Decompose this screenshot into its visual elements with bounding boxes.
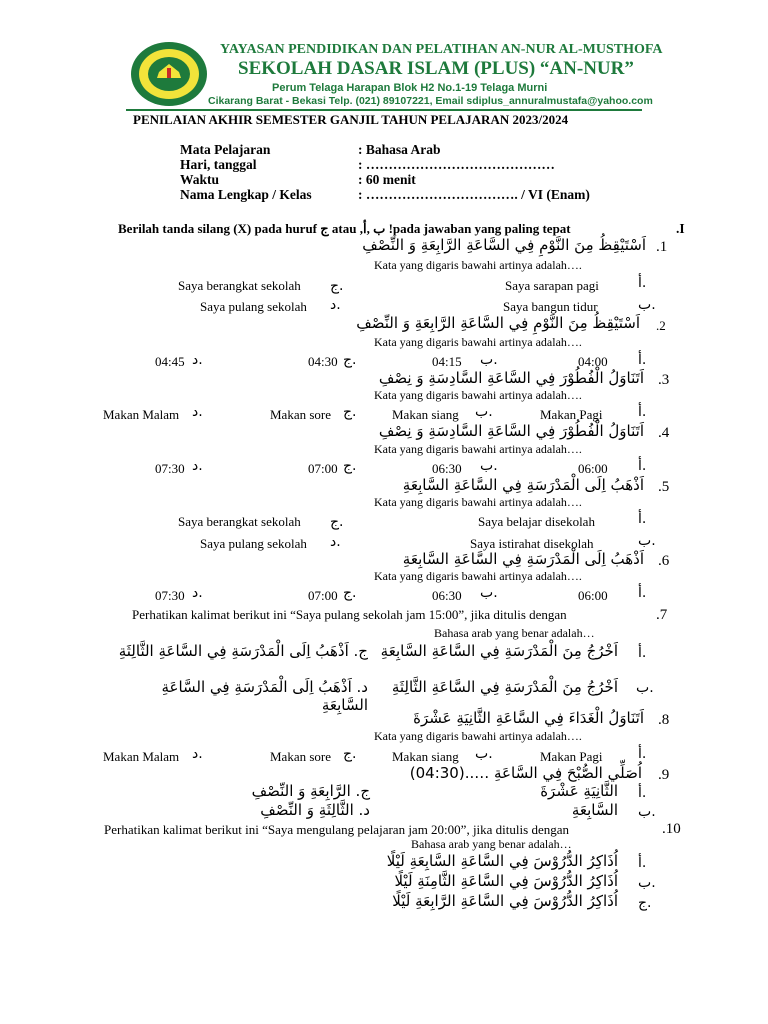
q4-text: اَتَنَاوَلُ الْفُطُوْرَ فِي السَّاعَةِ السَّادِسَةِ وَ نِصْفِ (378, 422, 644, 440)
q7-option-d[interactable]: د. اَذْهَبُ اِلَى الْمَدْرَسَةِ فِي السَّاعَةِ السَّابِعَةِ (161, 678, 368, 714)
q7-option-c[interactable]: ج. اَذْهَبُ اِلَى الْمَدْرَسَةِ فِي السَّاعَةِ الثَّالِثَةِ (118, 642, 368, 660)
address-line-1: Perum Telaga Harapan Blok H2 No.1-19 Telaga Murni (272, 82, 548, 94)
q3-d-label: د. (192, 404, 203, 420)
q3-option-c[interactable]: Makan sore (270, 407, 332, 422)
q2-c-label: ج. (343, 352, 357, 368)
q1-option-c[interactable]: Saya berangkat sekolah (178, 278, 301, 293)
q10-number: .10 (662, 821, 681, 837)
date-label: Hari, tanggal (180, 157, 257, 172)
q10-c-label: ج. (638, 895, 652, 911)
instruction-number: .I (676, 221, 685, 236)
q2-option-d[interactable]: 04:45 (155, 354, 185, 369)
address-line-2: Cikarang Barat - Bekasi Telp. (021) 89107221, Email sdiplus_annuralmustafa@yahoo.com (208, 95, 653, 107)
q9-option-b[interactable]: السَّابِعَةِ (571, 801, 618, 819)
q6-subtext: Kata yang digaris bawahi artinya adalah…. (374, 569, 582, 583)
foundation-name: YAYASAN PENDIDIKAN DAN PELATIHAN AN-NUR AL-MUSTHOFA (220, 42, 663, 57)
q2-d-label: د. (192, 352, 203, 368)
q4-option-d[interactable]: 07:30 (155, 461, 185, 476)
q1-subtext: Kata yang digaris bawahi artinya adalah…. (374, 258, 582, 272)
q1-text: اَسْتَيْقِظُ مِنَ النَّوْمِ فِي السَّاعَةِ الرَّابِعَةِ وَ النِّصْفِ (362, 236, 646, 254)
q3-option-a[interactable]: Makan Pagi (540, 407, 603, 422)
q8-option-c[interactable]: Makan sore (270, 749, 332, 764)
q10-a-label: أ. (638, 855, 647, 871)
q7-text: Perhatikan kalimat berikut ini “Saya pulang sekolah jam 15:00”, jika ditulis dengan (132, 607, 567, 622)
q1-d-label: د. (330, 297, 341, 313)
q3-subtext: Kata yang digaris bawahi artinya adalah…. (374, 388, 582, 402)
q1-option-d[interactable]: Saya pulang sekolah (200, 299, 307, 314)
q8-d-label: د. (192, 746, 203, 762)
q7-option-b[interactable]: اَخْرُجُ مِنَ الْمَدْرَسَةِ فِي السَّاعَةِ الثَّالِثَةِ (391, 678, 618, 696)
name-label: Nama Lengkap / Kelas (180, 187, 312, 202)
q5-number: .5 (658, 479, 670, 495)
time-label: Waktu (180, 172, 220, 187)
q10-option-a[interactable]: اُذَاكِرُ الدُّرُوْسَ فِي السَّاعَةِ السَّابِعَةِ لَيْلًا (386, 852, 618, 870)
q6-option-b[interactable]: 06:30 (432, 588, 462, 603)
q2-option-c[interactable]: 04:30 (308, 354, 338, 369)
header-rule (126, 109, 642, 111)
q8-option-d[interactable]: Makan Malam (103, 749, 180, 764)
subject-value: : Bahasa Arab (358, 142, 441, 157)
subject-label: Mata Pelajaran (180, 142, 271, 157)
q2-b-label: ب. (480, 352, 498, 368)
q6-d-label: د. (192, 585, 203, 601)
q9-a-label: أ. (638, 785, 647, 801)
q7-b-label: ب. (636, 680, 654, 696)
q6-number: .6 (658, 553, 670, 569)
q1-option-a[interactable]: Saya sarapan pagi (505, 278, 599, 293)
q2-number: .2 (656, 318, 666, 333)
q5-text: اَذْهَبُ اِلَى الْمَدْرَسَةِ فِي السَّاعَةِ السَّابِعَةِ (402, 476, 644, 494)
q3-text: اَتَنَاوَلُ الْفُطُوْرَ فِي السَّاعَةِ السَّادِسَةِ وَ نِصْفِ (378, 369, 644, 387)
q6-c-label: ج. (343, 585, 357, 601)
q2-subtext: Kata yang digaris bawahi artinya adalah…. (374, 335, 582, 349)
q5-option-b[interactable]: Saya istirahat disekolah (470, 536, 594, 551)
q10-option-b[interactable]: اُذَاكِرُ الدُّرُوْسَ فِي السَّاعَةِ الثَّامِنَةِ لَيْلًا (394, 872, 618, 890)
q6-option-c[interactable]: 07:00 (308, 588, 338, 603)
q5-option-c[interactable]: Saya berangkat sekolah (178, 514, 301, 529)
q8-c-label: ج. (343, 746, 357, 762)
q9-option-c[interactable]: ج. الرَّابِعَةِ وَ النِّصْفِ (251, 782, 370, 800)
q9-option-d[interactable]: د. الثَّالِثَةِ وَ النِّصْفِ (260, 801, 370, 819)
name-value: : ……………………………. / VI (Enam) (358, 187, 590, 202)
q6-a-label: أ. (638, 585, 647, 601)
q8-number: .8 (658, 712, 670, 728)
q1-a-label: أ. (638, 275, 647, 291)
q2-option-b[interactable]: 04:15 (432, 354, 462, 369)
q5-a-label: أ. (638, 511, 647, 527)
q8-text: اَتَنَاوَلُ الْغَدَاءَ فِي السَّاعَةِ الثَّانِيَةِ عَشْرَةَ (413, 709, 644, 727)
q10-text: Perhatikan kalimat berikut ini “Saya mengulang pelajaran jam 20:00”, jika ditulis dengan (104, 822, 569, 837)
q3-number: .3 (658, 372, 670, 388)
q7-option-a[interactable]: اَخْرُجُ مِنَ الْمَدْرَسَةِ فِي السَّاعَةِ السَّابِعَةِ (380, 642, 618, 660)
q6-option-a[interactable]: 06:00 (578, 588, 608, 603)
date-value: : …………………………………… (358, 157, 555, 172)
q9-b-label: ب. (638, 804, 656, 820)
q10-b-label: ب. (638, 875, 656, 891)
q4-option-a[interactable]: 06:00 (578, 461, 608, 476)
q3-option-b[interactable]: Makan siang (392, 407, 459, 422)
q4-d-label: د. (192, 458, 203, 474)
q6-option-d[interactable]: 07:30 (155, 588, 185, 603)
exam-title: PENILAIAN AKHIR SEMESTER GANJIL TAHUN PELAJARAN 2023/2024 (133, 112, 569, 127)
q8-subtext: Kata yang digaris bawahi artinya adalah…. (374, 729, 582, 743)
q2-option-a[interactable]: 04:00 (578, 354, 608, 369)
q7-subtext: Bahasa arab yang benar adalah… (434, 626, 595, 640)
q8-a-label: أ. (638, 746, 647, 762)
school-logo (129, 40, 209, 108)
q3-option-d[interactable]: Makan Malam (103, 407, 180, 422)
q7-a-label: أ. (638, 645, 647, 661)
q1-number: .1 (656, 239, 668, 255)
q6-b-label: ب. (480, 585, 498, 601)
q5-subtext: Kata yang digaris bawahi artinya adalah…. (374, 495, 582, 509)
q5-option-d[interactable]: Saya pulang sekolah (200, 536, 307, 551)
q4-subtext: Kata yang digaris bawahi artinya adalah…. (374, 442, 582, 456)
q3-c-label: ج. (343, 404, 357, 420)
q9-number: .9 (658, 767, 670, 783)
time-value: : 60 menit (358, 172, 416, 187)
q8-b-label: ب. (475, 746, 493, 762)
instruction-text: Berilah tanda silang (X) pada huruf ج atau ,ب ,أ !pada jawaban yang paling tepat (118, 221, 571, 236)
q4-option-b[interactable]: 06:30 (432, 461, 462, 476)
q5-d-label: د. (330, 534, 341, 550)
q9-text: اُصَلِّي الصُّبْحَ فِي السَّاعَةِ …..(04:30) (409, 764, 642, 782)
q4-b-label: ب. (480, 458, 498, 474)
q7-number: .7 (656, 607, 668, 623)
q10-subtext: Bahasa arab yang benar adalah… (411, 837, 572, 851)
q4-c-label: ج. (343, 458, 357, 474)
q2-a-label: أ. (638, 352, 647, 368)
q2-text: اَسْتَيْقِظُ مِنَ النَّوْمِ فِي السَّاعَةِ الرَّابِعَةِ وَ النِّصْفِ (356, 314, 640, 332)
q10-option-c[interactable]: اُذَاكِرُ الدُّرُوْسَ فِي السَّاعَةِ الرَّابِعَةِ لَيْلًا (392, 892, 618, 910)
q4-option-c[interactable]: 07:00 (308, 461, 338, 476)
q5-c-label: ج. (330, 514, 344, 530)
q1-c-label: ج. (330, 278, 344, 294)
q9-option-a[interactable]: الثَّانِيَةِ عَشْرَةَ (540, 782, 618, 800)
q8-option-a[interactable]: Makan Pagi (540, 749, 603, 764)
q1-b-label: ب. (638, 297, 656, 313)
q3-a-label: أ. (638, 404, 647, 420)
q4-a-label: أ. (638, 458, 647, 474)
q6-text: اَذْهَبُ اِلَى الْمَدْرَسَةِ فِي السَّاعَةِ السَّابِعَةِ (402, 550, 644, 568)
q4-number: .4 (658, 425, 670, 441)
q3-b-label: ب. (475, 404, 493, 420)
q5-option-a[interactable]: Saya belajar disekolah (478, 514, 595, 529)
q8-option-b[interactable]: Makan siang (392, 749, 459, 764)
q1-option-b[interactable]: Saya bangun tidur (503, 299, 598, 314)
school-name: SEKOLAH DASAR ISLAM (PLUS) “AN-NUR” (238, 58, 634, 79)
q5-b-label: ب. (638, 533, 656, 549)
